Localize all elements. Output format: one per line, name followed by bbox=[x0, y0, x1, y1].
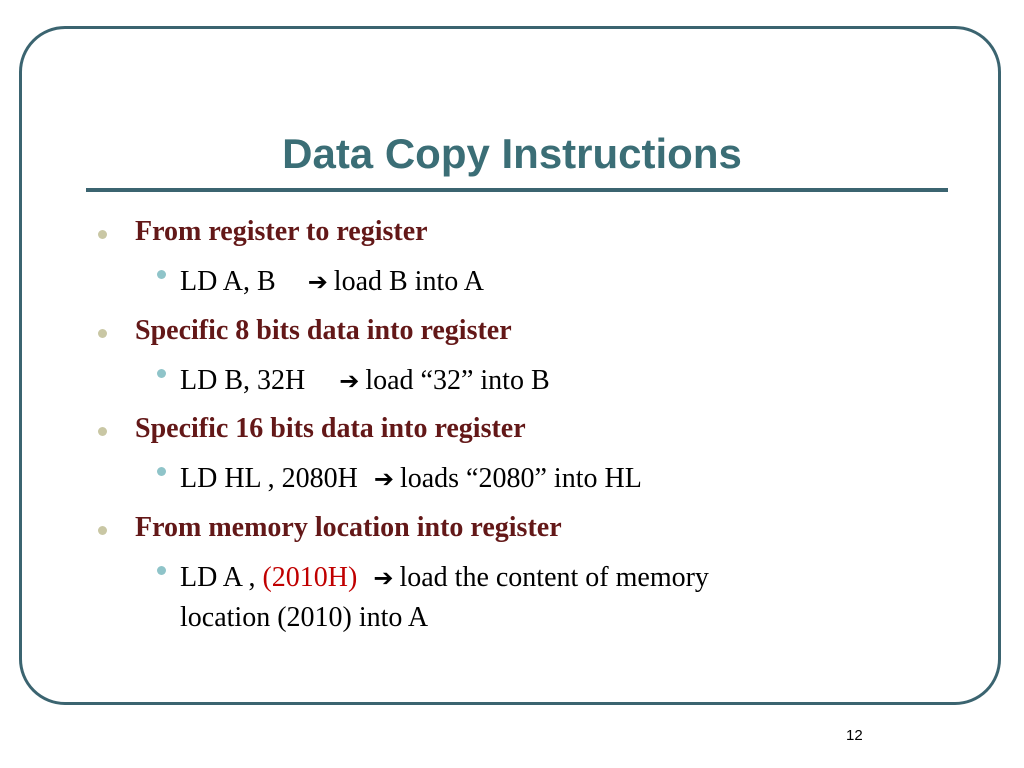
bullet-dot bbox=[98, 329, 107, 338]
page-number: 12 bbox=[846, 727, 863, 744]
instruction-text: LD A , bbox=[180, 562, 256, 593]
instruction-description: loads “2080” into HL bbox=[399, 463, 642, 494]
instruction-text: LD A, B bbox=[180, 266, 276, 297]
slide-title: Data Copy Instructions bbox=[282, 130, 742, 177]
sub-bullet bbox=[180, 559, 709, 597]
instruction-description: load the content of memory bbox=[399, 562, 709, 593]
arrow-icon: ➔ bbox=[373, 465, 394, 493]
title-divider bbox=[86, 188, 948, 192]
bullet-heading: From memory location into register bbox=[135, 512, 562, 543]
arrow-icon: ➔ bbox=[339, 367, 360, 395]
bullet-heading: Specific 8 bits data into register bbox=[135, 315, 512, 346]
sub-bullet-dot bbox=[157, 467, 166, 476]
bullet-heading: From register to register bbox=[135, 216, 428, 247]
instruction-description: load “32” into B bbox=[365, 365, 550, 396]
arrow-icon: ➔ bbox=[373, 564, 394, 592]
memory-address-highlight: (2010H) bbox=[262, 562, 358, 593]
bullet-dot bbox=[98, 526, 107, 535]
instruction-text: LD B, 32H bbox=[180, 365, 306, 396]
sub-bullet-dot bbox=[157, 369, 166, 378]
instruction-description: load B into A bbox=[333, 266, 484, 297]
sub-bullet-dot bbox=[157, 566, 166, 575]
bullet-dot bbox=[98, 427, 107, 436]
sub-bullet-dot bbox=[157, 270, 166, 279]
bullet-dot bbox=[98, 230, 107, 239]
sub-bullet bbox=[180, 362, 550, 400]
arrow-icon: ➔ bbox=[307, 268, 328, 296]
sub-bullet bbox=[180, 460, 642, 498]
instruction-text: LD HL , 2080H bbox=[180, 463, 358, 494]
sub-bullet bbox=[180, 263, 484, 301]
sub-bullet-continuation: location (2010) into A bbox=[180, 602, 429, 633]
bullet-heading: Specific 16 bits data into register bbox=[135, 413, 526, 444]
